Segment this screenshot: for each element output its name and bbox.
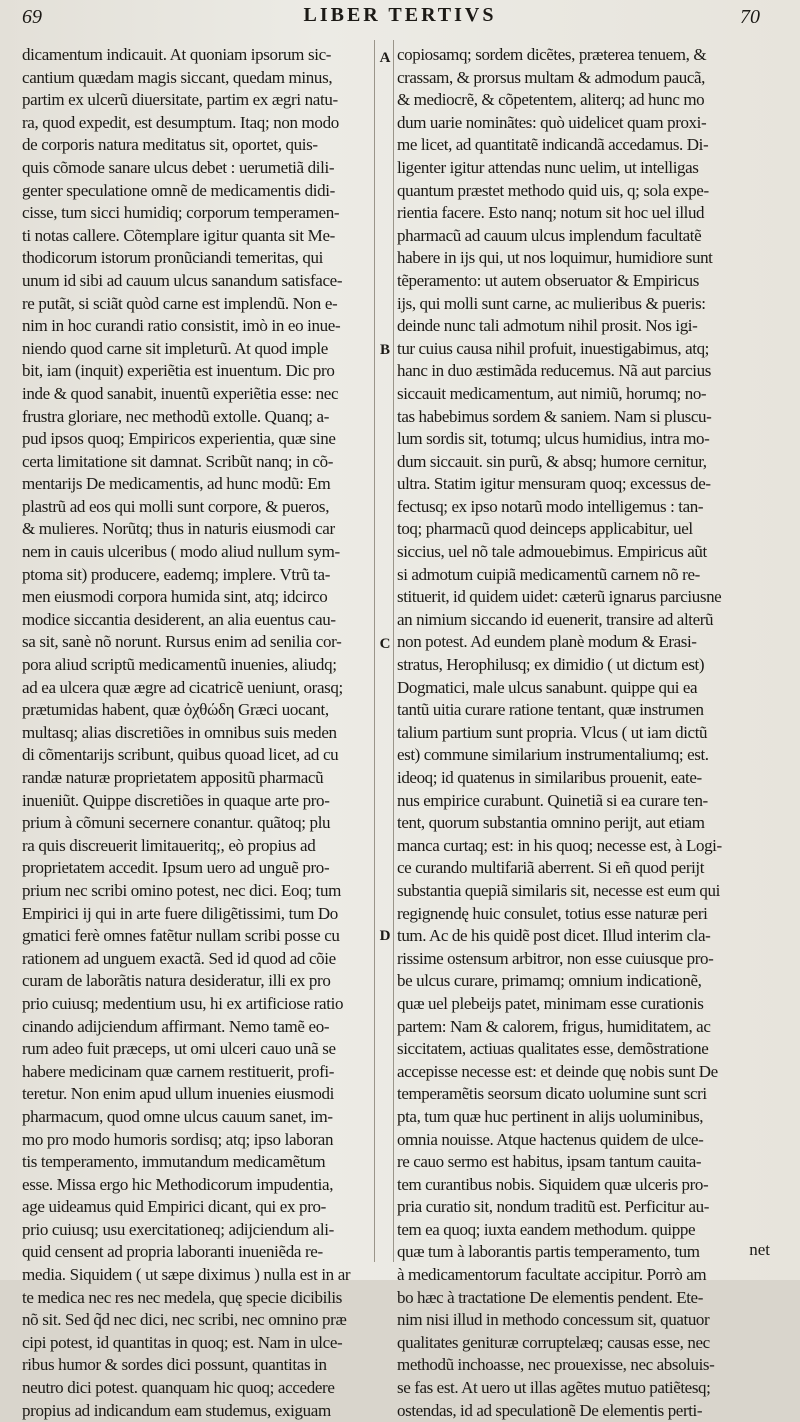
text-line: niendo quod carne sit impleturũ. At quod imple [22,338,328,358]
text-line: manca curtaq; est: in his quoq; necesse est, à Logi- [397,835,722,855]
text-line: propius ad indicandum eam studemus, exiguam [22,1400,331,1420]
text-line: dicamentum indicauit. At quoniam ipsorum sic- [22,45,332,64]
text-line: esse. Missa ergo hic Methodicorum impudentia, [22,1174,334,1194]
text-line: tis temperamento, immutandum medicamẽtum [22,1152,326,1172]
text-line: di cõmentarijs scribunt, quibus quoad licet, ad cu [22,745,339,765]
text-line: bit, iam (inquit) experiẽtia est inuentum. Dic pro [22,361,335,381]
text-line: stratus, Herophilusq; ex dimidio ( ut dictum est) [397,655,705,675]
folio-number-right: 70 [740,6,760,28]
text-line: bo hæc à tractatione De elementis pendent. Ete- [397,1287,703,1307]
text-line: tẽperamento: ut autem obseruator & Empiricus [397,270,699,290]
text-line: tum. Ac de his quidẽ post dicet. Illud interim cla- [397,926,711,946]
text-line: dum uarie nominãtes: quò uidelicet quam proxi- [397,112,707,132]
text-line: pta, tum quæ huc pertinent in alijs uoluminibus, [397,1106,704,1126]
text-line: mo pro modo humoris sordisq; atq; ipso laboran [22,1129,334,1149]
text-line: & mediocrẽ, & cõpetentem, aliterq; ad hunc mo [397,90,705,110]
text-line: Empirici ij qui in arte fuere diligẽtissimi, tum Do [22,903,338,923]
text-line: rientia facere. Esto nanq; notum sit hoc uel illud [397,203,705,223]
text-line: prium à cõmuni secernere conantur. quãtoq; plu [22,813,331,833]
text-line: & mulieres. Norũtq; thus in naturis eiusmodi car [22,519,335,539]
text-line: nim in hoc curandi ratio consistit, imò in eo inue- [22,316,341,336]
text-line: crassam, & prorsus multam & admodum paucã, [397,67,706,87]
text-line: quid censent ad propria laboranti inueniẽda re- [22,1242,323,1262]
text-line: ideoq; id quatenus in similaribus prouenit, eate- [397,768,702,787]
text-line: certa limitatione sit damnat. Scribũt nanq; in cõ- [22,451,334,471]
text-line: rum adeo fuit præceps, ut omi ulceri cauo unã se [22,1039,336,1059]
text-line: teretur. Non enim apud ullum inuenies eiusmodi [22,1084,335,1104]
text-column-right [397,44,769,1422]
column-rule-right [393,40,394,1262]
text-line: re cauo sermo est habitus, ipsam tantum cauita- [397,1152,702,1172]
margin-marker-a: A [379,50,391,66]
text-line: prium nec scribi omino potest, nec dici. Eoq; tum [22,880,342,900]
text-line: quæ uel plebeijs patet, minimam esse curationis [397,993,704,1013]
text-line: frustra gloriare, nec methodũ extolle. Quanq; a- [22,406,330,426]
text-line: stituerit, id quidem uidet: cæterũ ignarus parciusne [397,587,722,607]
text-line: de corporis natura meditatus sit, oportet, quis- [22,135,318,155]
text-line: pharmacũ ad cauum ulcus implendum facultatẽ [397,225,702,245]
text-line: prio cuiusq; usu exercitationeq; adijciendum ali- [22,1219,334,1239]
text-line: qualitates genituræ corruptelæq; causas esse, nec [397,1332,710,1352]
text-line: tem curantibus nobis. Siquidem quæ ulceris pro- [397,1174,709,1194]
text-line: sa sit, sanè nõ norunt. Rursus enim ad senilia cor- [22,632,342,652]
text-line: dum siccauit. sin purũ, & absq; humore cernitur, [397,451,707,471]
text-line: accepisse necesse est: et deinde quę nobis sunt De [397,1061,718,1081]
text-line: pria curatio sit, nondum traditũ est. Perficitur au- [397,1197,710,1217]
text-line: quis cõmode sanare ulcus debet : uerumetiã dili- [22,157,335,177]
text-line: cipi potest, id quantitas in quoq; est. Nam in ulce- [22,1332,343,1352]
text-line: non potest. Ad eundem planè modum & Erasi- [397,632,697,652]
text-line: media. Siquidem ( ut sæpe diximus ) nulla est in ar [22,1265,351,1285]
text-line: nim nisi illud in methodo concessum sit, quatuor [397,1310,710,1330]
text-line: substantia quepiã similaris sit, necesse est eum qui [397,880,720,900]
text-line: multasq; alias discretiões in omnibus suis meden [22,722,337,742]
text-line: quæ tum à laborantis partis temperamento, tum [397,1242,700,1262]
text-line: men eiusmodi corpora humida sint, atq; idcirco [22,587,328,607]
text-line: ribus humor & sordes dici possunt, quantitas in [22,1355,327,1375]
text-line: ijs, qui molli sunt carne, ac mulieribus & pueris: [397,293,706,313]
text-line: prio cuiusq; medentium usu, hi ex artificiose ratio [22,993,344,1013]
text-line: habere in ijs qui, ut nos loquimur, humidiore sunt [397,248,713,268]
margin-marker-c: C [379,636,391,652]
column-rule-left [374,40,375,1262]
text-line: me licet, ad quantitatẽ indicandã accedamus. Di- [397,135,709,155]
text-line: si admotum cuipiã medicamentũ carnem nõ re- [397,564,700,584]
text-line: pharmacum, quod omne ulcus cauum sanet, im- [22,1106,333,1126]
running-head: LIBER TERTIVS [303,4,497,26]
text-line: cisse, tum sicci humidiq; corporum temperamen- [22,203,340,223]
text-line: prætumidas habent, quæ ὀχθώδη Græci uocant, [22,700,329,720]
text-line: thodicorum istorum pronũciandi temeritas, qui [22,248,324,268]
page-header [0,0,800,40]
text-line: partem: Nam & calorem, frigus, humiditatem, ac [397,1016,711,1036]
text-line: ra, quod expedit, est desumptum. Itaq; non modo [22,112,339,132]
text-line: gmatici ferè omnes fatẽtur nullam scribi posse cu [22,926,340,946]
text-line: nõ sit. Sed q̃d nec dici, nec scribi, nec omnino præ [22,1310,347,1330]
text-line: siccauit medicamentum, aut nimiũ, horumq; no- [397,383,707,403]
text-line: tantũ uitia curare ratione tentant, quæ instrumen [397,700,704,720]
text-line: modice siccantia desiderent, an alia euentus cau- [22,609,336,629]
text-line: unum id sibi ad cauum ulcus sanandum satisface- [22,270,343,290]
text-line: partim ex ulcerũ diuersitate, partim ex ægri natu- [22,90,338,110]
text-line: ti notas callere. Cõtemplare igitur quanta sit Me- [22,225,335,245]
text-line: age uideamus quid Empirici dicant, qui ex pro- [22,1197,326,1217]
text-line: be ulcus curare, primamq; omnium indicationẽ, [397,971,702,991]
text-line: siccitatem, actiuas qualitates esse, demõstratione [397,1039,709,1059]
text-line: rationem ad unguem exactã. Sed id quod ad cõie [22,948,336,968]
text-line: genter speculatione omnẽ de medicamentis didi- [22,180,335,200]
text-line: pud ipsos quoq; Empiricos experientia, quæ sine [22,429,336,449]
text-line: tas habebimus sordem & saniem. Nam si pluscu- [397,406,712,426]
text-line: habere medicinam quæ carnem restituerit, profi- [22,1061,335,1081]
text-line: quantum præstet methodo quid uis, q; sola expe- [397,180,709,200]
text-line: proprietatem accedit. Ipsum uero ad unguẽ pro- [22,858,330,878]
text-line: ligenter igitur attendas nunc uelim, ut intelligas [397,157,699,177]
text-line: siccius, uel nõ tale admouebimus. Empiricus aũt [397,542,707,562]
text-line: lum sordis sit, totumq; ulcus humidius, intra mo- [397,429,710,449]
text-line: inueniũt. Quippe discretiões in quaque arte pro- [22,790,330,810]
folio-number-left: 69 [22,6,42,28]
text-line: rissime ostensum arbitror, non esse cuiusque pro- [397,948,714,968]
text-line: ptoma sit) producere, eademq; implere. Vtrũ ta- [22,564,331,584]
text-line: neutro dici potest. quanquam hic quoq; accedere [22,1378,335,1398]
text-line: se fas est. At uero ut illas agẽtes mutuo patiẽtesq; [397,1378,711,1398]
text-line: randæ naturæ proprietatem appositũ pharmacũ [22,768,324,787]
text-line: omnia nouisse. Atque hactenus quidem de ulce- [397,1129,704,1149]
text-line: hanc in duo æstimãda reducemus. Nã aut parcius [397,361,711,381]
text-line: toq; pharmacũ quod deinceps applicabitur, uel [397,519,693,539]
text-column-left [22,44,367,1422]
text-line: temperamẽtis seorsum dicato uolumine sunt scri [397,1084,707,1104]
text-line: ad ea ulcera quæ ægre ad cicatricẽ ueniunt, orasq; [22,677,343,697]
text-line: talium partium sunt propria. Vlcus ( ut iam dictũ [397,722,708,742]
text-line: deinde nunc tali admotum nihil prosit. Nos igi- [397,316,698,336]
text-line: copiosamq; sordem dicẽtes, præterea tenuem, & [397,45,707,64]
text-line: te medica nec res nec medela, quę specie dicibilis [22,1287,342,1307]
text-line: cantium quædam magis siccant, quedam minus, [22,67,333,87]
text-line: tem ea quoq; iuxta eandem methodum. quippe [397,1219,696,1239]
text-line: ce curando multifariã aberrent. Si eñ quod perijt [397,858,705,878]
text-line: nem in cauis ulceribus ( modo aliud nullum sym- [22,542,340,562]
text-line: curam de laborãtis natura desideratur, illi ex pro [22,971,331,991]
margin-marker-b: B [379,342,390,358]
text-line: tent, quorum substantia omnino perijt, aut etiam [397,813,705,833]
text-line: est) commune similarium instrumentaliumq; est. [397,745,709,765]
text-line: methodũ inchoasse, nec prouexisse, nec absoluis- [397,1355,715,1375]
text-line: regignendę huic consulet, totius esse naturæ peri [397,903,708,923]
margin-marker-d: D [379,928,391,944]
text-line: Dogmatici, male ulcus sanabunt. quippe qui ea [397,677,698,697]
text-line: à medicamentorum facultate accipitur. Porrò am [397,1265,707,1285]
text-line: plastrũ ad eos qui molli sunt corpore, & pueros, [22,496,330,516]
text-line: re putãt, si sciãt quòd carne est implendũ. Non e- [22,293,338,313]
text-line: ostendas, id ad speculationẽ De elementis perti- [397,1400,703,1420]
text-line: tur cuius causa nihil profuit, inuestigabimus, atq; [397,338,709,358]
catchword: net [749,1240,770,1259]
text-line: nus empirice curabunt. Quinetiã si ea curare ten- [397,790,708,810]
text-line: inde & quod sanabit, inuentũ experiẽtia esse: nec [22,383,339,403]
text-line: ultra. Statim igitur mensuram quoq; excessus de- [397,474,711,494]
text-line: fectusq; ex ipso notarũ modo intelligemus : tan- [397,496,704,516]
text-line: cinando adijciendum affirmant. Nemo tamẽ eo- [22,1016,330,1036]
text-line: an nimium siccando id euenerit, transire ad alterũ [397,609,714,629]
text-line: mentarijs De medicamentis, ad hunc modũ: Em [22,474,331,494]
text-line: pora aliud scriptũ medicamentũ inuenies, aliudq; [22,655,337,675]
text-line: ra quis discreuerit limitaueritq;, eò propius ad [22,835,316,855]
